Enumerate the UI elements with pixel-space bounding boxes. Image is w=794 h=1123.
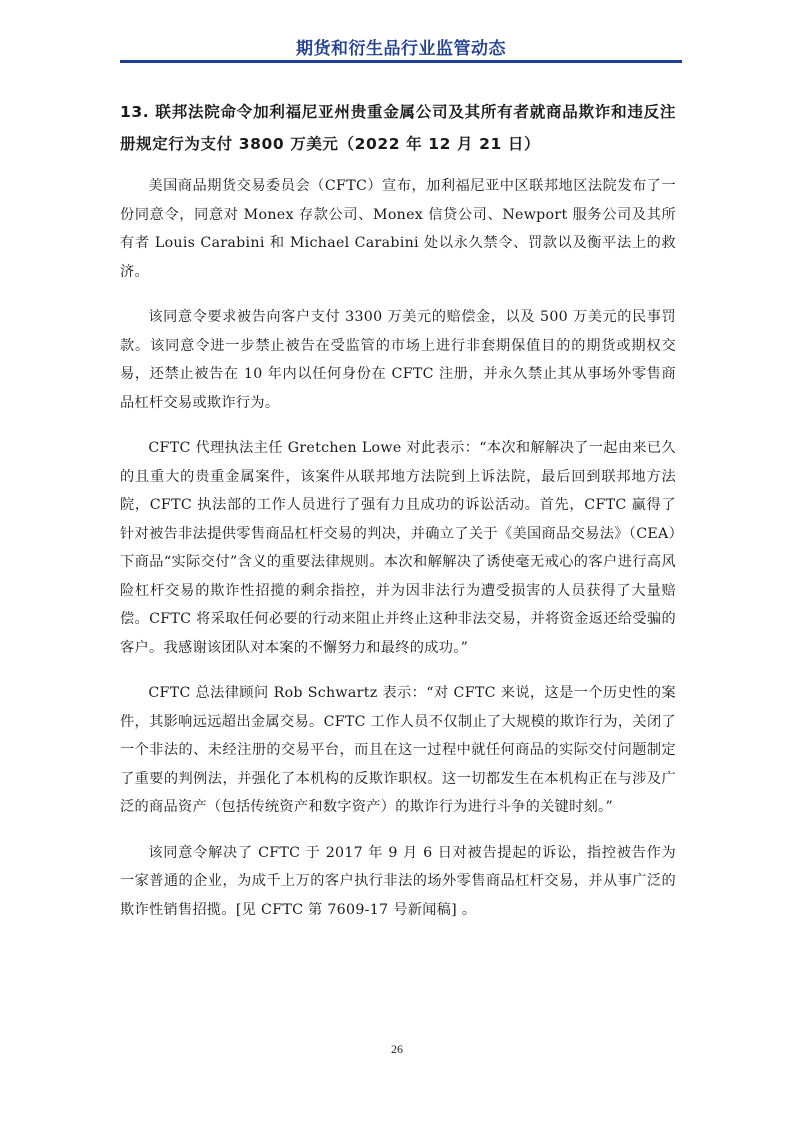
page-number: 26 xyxy=(391,1042,403,1056)
article-paragraph: CFTC 代理执法主任 Gretchen Lowe 对此表示：“本次和解解决了一起由来已久的且重大的贵重金属案件，该案件从联邦地方法院到上诉法院，最后回到联邦地方法院，CFTC 执法部的工作人员进行了强有力且成功的诉讼活动。首先，CFTC 赢得了针对被告非法提供零售商品杠杆交易的判决，并确立了关于《美国商品交易法》（CEA）下商品“实际交付”含义的重要法律规则。本次和解解决了诱使毫无戒心的客户进行高风险杠杆交易的欺诈性招揽的剩余指控，并为因非法行为遭受损害的人员获得了大量赔偿。CFTC 将采取任何必要的行动来阻止并终止这种非法交易，并将资金返还给受骗的客户。我感谢该团队对本案的不懈努力和最终的成功。” xyxy=(120,440,676,656)
article-paragraph: 该同意令解决了 CFTC 于 2017 年 9 月 6 日对被告提起的诉讼，指控被告作为一家普通的企业，为成千上万的客户执行非法的场外零售商品杠杆交易，并从事广泛的欺诈性销售招揽。[见 CFTC 第 7609-17 号新闻稿] 。 xyxy=(120,844,676,918)
article-paragraph: 美国商品期货交易委员会（CFTC）宣布，加利福尼亚中区联邦地区法院发布了一份同意令，同意对 Monex 存款公司、Monex 信贷公司、Newport 服务公司及其所有者 Louis Carabini 和 Michael Carabini 处以永久禁令、罚款以及衡平法上的救济。 xyxy=(120,178,676,280)
header-divider xyxy=(120,60,682,63)
article-paragraph: 该同意令要求被告向客户支付 3300 万美元的赔偿金，以及 500 万美元的民事罚款。该同意令进一步禁止被告在受监管的市场上进行非套期保值目的的期货或期权交易，还禁止被告在 10 年内以任何身份在 CFTC 注册，并永久禁止其从事场外零售商品杠杆交易或欺诈行为。 xyxy=(120,309,676,411)
article-body xyxy=(120,96,676,941)
article-title: 13. 联邦法院命令加利福尼亚州贵重金属公司及其所有者就商品欺诈和违反注册规定行为支付 3800 万美元（2022 年 12 月 21 日） xyxy=(120,103,676,153)
article-paragraph: CFTC 总法律顾问 Rob Schwartz 表示：“对 CFTC 来说，这是一个历史性的案件，其影响远远超出金属交易。CFTC 工作人员不仅制止了大规模的欺诈行为，关闭了一个非法的、未经注册的交易平台，而且在这一过程中就任何商品的实际交付问题制定了重要的判例法，并强化了本机构的反欺诈职权。这一切都发生在本机构正在与涉及广泛的商品资产（包括传统资产和数字资产）的欺诈行为进行斗争的关键时刻。” xyxy=(120,685,676,815)
running-header-title: 期货和衍生品行业监管动态 xyxy=(296,39,506,59)
